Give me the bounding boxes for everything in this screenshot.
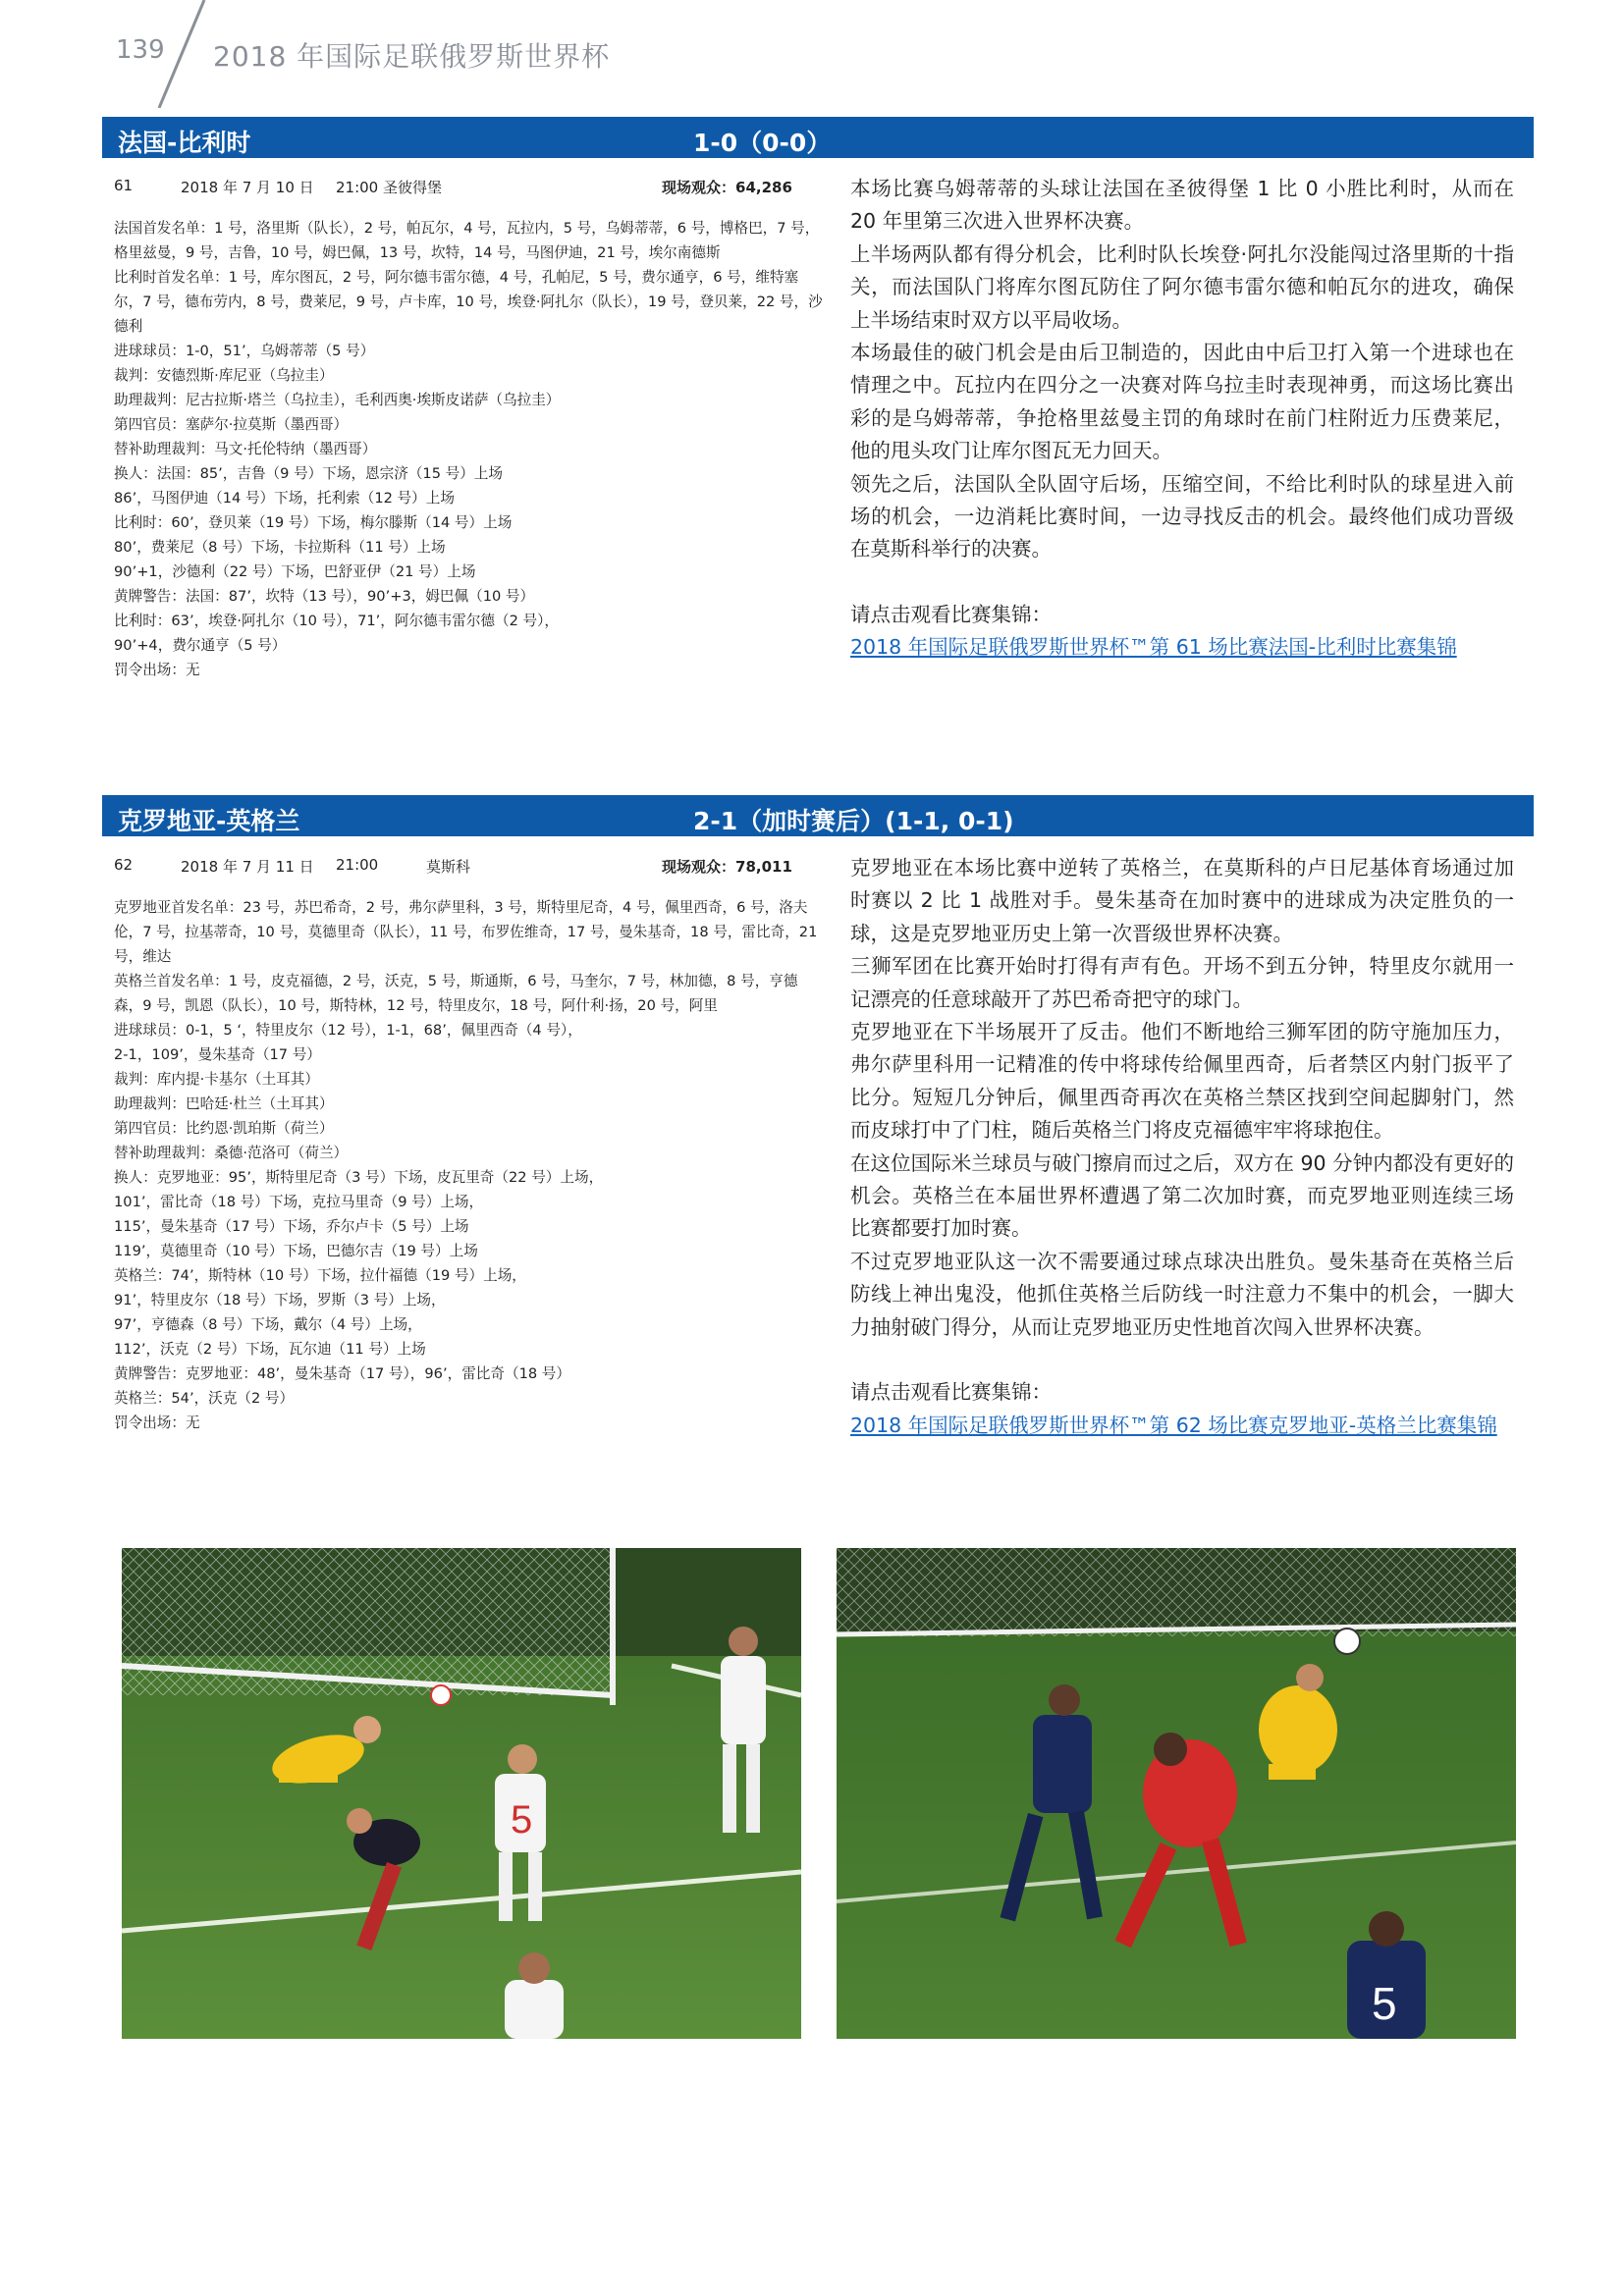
lineup-line: 比利时首发名单：1 号，库尔图瓦，2 号，阿尔德韦雷尔德，4 号，孔帕尼，5 号，费尔通亨，6 号，维特塞尔，7 号，德布劳内，8 号，费莱尼，9 号，卢卡库，10 号，埃登·阿扎尔（队长），19 号，登贝莱，22 号，沙德利	[114, 269, 823, 335]
lineup-line: 罚令出场：无	[114, 1415, 200, 1431]
lineup-line: 黄牌警告：克罗地亚：48’，曼朱基奇（17 号），96’，雷比奇（18 号）	[114, 1365, 570, 1382]
lineup-line: 第四官员：比约恩·凯珀斯（荷兰）	[114, 1120, 334, 1137]
match-score: 1-0（0-0）	[693, 129, 832, 157]
lineup-line: 助理裁判：尼古拉斯·塔兰（乌拉圭），毛利西奥·埃斯皮诺萨（乌拉圭）	[114, 392, 561, 408]
match-details-61	[114, 216, 825, 682]
lineup-line: 91’，特里皮尔（18 号）下场，罗斯（3 号）上场，	[114, 1292, 446, 1308]
lineup-line: 2-1，109’，曼朱基奇（17 号）	[114, 1046, 321, 1063]
lineup-line: 119’，莫德里奇（10 号）下场，巴德尔吉（19 号）上场	[114, 1243, 478, 1259]
lineup-line: 裁判：库内提·卡基尔（土耳其）	[114, 1071, 319, 1088]
lineup-line: 助理裁判：巴哈廷·杜兰（土耳其）	[114, 1095, 334, 1112]
lineup-line: 罚令出场：无	[114, 662, 200, 678]
report-paragraph: 在这位国际米兰球员与破门擦肩而过之后，双方在 90 分钟内都没有更好的机会。英格兰在本届世界杯遭遇了第二次加时赛，而克罗地亚则连续三场比赛都要打加时赛。	[850, 1150, 1514, 1241]
lineup-line: 英格兰：74’，斯特林（10 号）下场，拉什福德（19 号）上场，	[114, 1267, 526, 1284]
match-header-bar-61	[102, 117, 1534, 158]
report-paragraph: 本场最佳的破门机会是由后卫制造的，因此由中后卫打入第一个进球也在情理之中。瓦拉内在四分之一决赛对阵乌拉圭时表现神勇，而这场比赛出彩的是乌姆蒂蒂，争抢格里兹曼主罚的角球时在前门柱附近力压费莱尼，他的甩头攻门让库尔图瓦无力回天。	[850, 341, 1514, 463]
match-teams: 克罗地亚-英格兰	[118, 807, 300, 835]
lineup-line: 比利时：63’，埃登·阿扎尔（10 号），71’，阿尔德韦雷尔德（2 号），	[114, 613, 560, 629]
match-date: 2018 年 7 月 11 日	[181, 858, 314, 876]
lineup-line: 换人：法国：85’，吉鲁（9 号）下场，恩宗济（15 号）上场	[114, 465, 504, 482]
match-score: 2-1（加时赛后）(1-1, 0-1)	[693, 807, 1014, 835]
lineup-line: 替补助理裁判：桑德·范洛可（荷兰）	[114, 1145, 349, 1161]
shirt-number: 5	[511, 1798, 533, 1842]
page-title: 2018 年国际足联俄罗斯世界杯	[213, 40, 611, 73]
lineup-line: 替补助理裁判：马文·托伦特纳（墨西哥）	[114, 441, 377, 457]
header-slash-decoration	[147, 0, 216, 108]
match-date: 2018 年 7 月 10 日	[181, 179, 314, 196]
match-meta-61	[114, 177, 791, 200]
lineup-line: 英格兰：54’，沃克（2 号）	[114, 1390, 295, 1407]
report-paragraph: 克罗地亚在本场比赛中逆转了英格兰，在莫斯科的卢日尼基体育场通过加时赛以 2 比 1 战胜对手。曼朱基奇在加时赛中的进球成为决定胜负的一球，这是克罗地亚历史上第一次晋级世界杯决赛。	[850, 856, 1514, 945]
lineup-line: 80’，费莱尼（8 号）下场，卡拉斯科（11 号）上场	[114, 539, 446, 556]
shirt-number: 5	[1372, 1978, 1397, 2029]
match-number: 62	[114, 856, 134, 874]
match-meta-62	[114, 856, 791, 880]
lineup-line: 换人：克罗地亚：95’，斯特里尼奇（3 号）下场，皮瓦里奇（22 号）上场，	[114, 1169, 604, 1186]
report-paragraph: 三狮军团在比赛开始时打得有声有色。开场不到五分钟，特里皮尔就用一记漂亮的任意球敲开了苏巴希奇把守的球门。	[850, 954, 1514, 1011]
match-photo-croatia-england	[122, 1548, 801, 2039]
lineup-line: 112’，沃克（2 号）下场，瓦尔迪（11 号）上场	[114, 1341, 426, 1358]
lineup-line: 90’+1，沙德利（22 号）下场，巴舒亚伊（21 号）上场	[114, 563, 476, 580]
lineup-line: 克罗地亚首发名单：23 号，苏巴希奇，2 号，弗尔萨里科，3 号，斯特里尼奇，4 号，佩里西奇，6 号，洛夫伦，7 号，拉基蒂奇，10 号，莫德里奇（队长），11 号，布罗佐维奇，17 号，曼朱基奇，18 号，雷比奇，21 号，维达	[114, 899, 818, 965]
match-venue: 莫斯科	[426, 858, 471, 876]
match-attendance: 现场观众：64,286	[662, 179, 792, 196]
lineup-line: 黄牌警告：法国：87’，坎特（13 号），90’+3，姆巴佩（10 号）	[114, 588, 535, 605]
lineup-line: 裁判：安德烈斯·库尼亚（乌拉圭）	[114, 367, 334, 384]
lineup-line: 第四官员：塞萨尔·拉莫斯（墨西哥）	[114, 416, 349, 433]
report-paragraph: 本场比赛乌姆蒂蒂的头球让法国在圣彼得堡 1 比 0 小胜比利时，从而在 20 年里第三次进入世界杯决赛。	[850, 177, 1514, 234]
lineup-line: 115’，曼朱基奇（17 号）下场，乔尔卢卡（5 号）上场	[114, 1218, 469, 1235]
match-attendance: 现场观众：78,011	[662, 858, 792, 876]
highlights-prompt: 请点击观看比赛集锦：	[850, 602, 1052, 626]
match-teams: 法国-比利时	[118, 129, 251, 157]
highlights-link-62[interactable]: 2018 年国际足联俄罗斯世界杯™第 62 场比赛克罗地亚-英格兰比赛集锦	[850, 1413, 1497, 1437]
highlights-link-61[interactable]: 2018 年国际足联俄罗斯世界杯™第 61 场比赛法国-比利时比赛集锦	[850, 635, 1457, 660]
match-details-62	[114, 895, 825, 1435]
lineup-line: 进球球员：0-1，5 ‘，特里皮尔（12 号），1-1，68’，佩里西奇（4 号），	[114, 1022, 582, 1039]
lineup-line: 比利时：60’，登贝莱（19 号）下场，梅尔滕斯（14 号）上场	[114, 514, 513, 531]
report-paragraph: 克罗地亚在下半场展开了反击。他们不断地给三狮军团的防守施加压力，弗尔萨里科用一记精准的传中将球传给佩里西奇，后者禁区内射门扳平了比分。短短几分钟后，佩里西奇再次在英格兰禁区找到空间起脚射门，然而皮球打中了门柱，随后英格兰门将皮克福德牢牢将球抱住。	[850, 1020, 1514, 1143]
photo-illustration	[837, 1548, 1516, 2039]
match-time-venue: 21:00	[336, 856, 379, 874]
page-header	[0, 0, 1624, 108]
lineup-line: 90’+4，费尔通亨（5 号）	[114, 637, 287, 654]
lineup-line: 97’，亨德森（8 号）下场，戴尔（4 号）上场，	[114, 1316, 422, 1333]
match-time-venue: 21:00 圣彼得堡	[336, 179, 442, 196]
match-number: 61	[114, 177, 134, 194]
lineup-line: 进球球员：1-0，51’，乌姆蒂蒂（5 号）	[114, 343, 375, 359]
lineup-line: 英格兰首发名单：1 号，皮克福德，2 号，沃克，5 号，斯通斯，6 号，马奎尔，7 号，林加德，8 号，亨德森，9 号，凯恩（队长），10 号，斯特林，12 号，特里皮尔，18 号，阿什利·扬，20 号，阿里	[114, 973, 798, 1014]
page-number: 139	[116, 35, 165, 65]
report-paragraph: 上半场两队都有得分机会，比利时队长埃登·阿扎尔没能闯过洛里斯的十指关，而法国队门将库尔图瓦防住了阿尔德韦雷尔德和帕瓦尔的进攻，确保上半场结束时双方以平局收场。	[850, 241, 1514, 332]
lineup-line: 法国首发名单：1 号，洛里斯（队长），2 号，帕瓦尔，4 号，瓦拉内，5 号，乌姆蒂蒂，6 号，博格巴，7 号，格里兹曼，9 号，吉鲁，10 号，姆巴佩，13 号，坎特，14 号，马图伊迪，21 号，埃尔南德斯	[114, 220, 820, 261]
match-report-62	[850, 852, 1514, 1442]
match-report-61	[850, 173, 1514, 665]
match-header-bar-62	[102, 795, 1534, 836]
highlights-prompt: 请点击观看比赛集锦：	[850, 1380, 1052, 1405]
photo-illustration	[122, 1548, 801, 2039]
match-photo-france-belgium	[837, 1548, 1516, 2039]
report-paragraph: 不过克罗地亚队这一次不需要通过球点球决出胜负。曼朱基奇在英格兰后防线上神出鬼没，他抓住英格兰后防线一时注意力不集中的机会，一脚大力抽射破门得分，从而让克罗地亚历史性地首次闯入世界杯决赛。	[850, 1249, 1514, 1339]
lineup-line: 101’，雷比奇（18 号）下场，克拉马里奇（9 号）上场，	[114, 1194, 484, 1210]
report-paragraph: 领先之后，法国队全队固守后场，压缩空间，不给比利时队的球星进入前场的机会，一边消耗比赛时间，一边寻找反击的机会。最终他们成功晋级在莫斯科举行的决赛。	[850, 471, 1514, 561]
lineup-line: 86’，马图伊迪（14 号）下场，托利索（12 号）上场	[114, 490, 455, 507]
